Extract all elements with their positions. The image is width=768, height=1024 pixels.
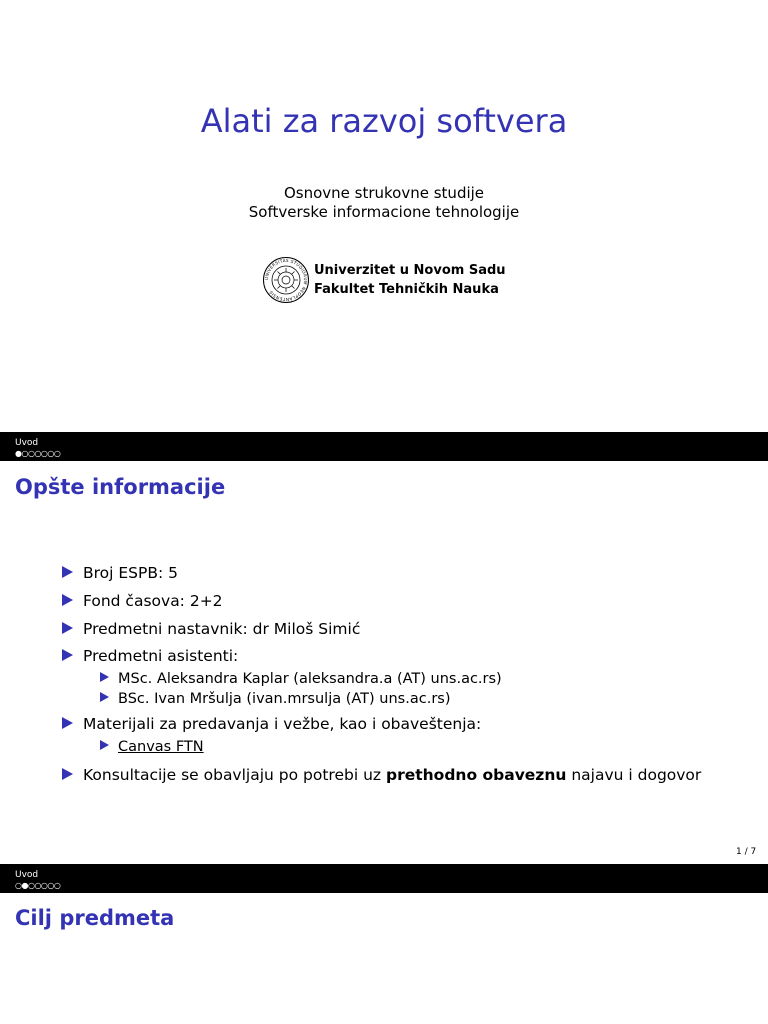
bullet-triangle-icon — [62, 768, 73, 780]
item-text: Broj ESPB: 5 — [83, 564, 179, 582]
svg-text:UNIVERSITAS STUDIORUM NEOPLANT — [264, 258, 308, 302]
list-item — [62, 592, 223, 610]
item-text: MSc. Aleksandra Kaplar (aleksandra.a (AT) uns.ac.rs) — [118, 671, 502, 687]
bullet-triangle-icon — [100, 672, 109, 682]
item-text: Predmetni nastavnik: dr Miloš Simić — [83, 620, 361, 638]
page-number: 1 / 7 — [736, 847, 757, 857]
bullet-triangle-icon — [100, 692, 109, 702]
bullet-triangle-icon — [62, 594, 73, 606]
faculty-name: Fakultet Tehničkih Nauka — [314, 282, 499, 297]
section-name[interactable]: Uvod — [15, 870, 39, 880]
bullet-triangle-icon — [62, 649, 73, 661]
item-text: Materijali za predavanja i vežbe, kao i obaveštenja: — [83, 715, 482, 733]
list-item — [62, 647, 238, 665]
institute-block — [262, 256, 506, 304]
navigation-dots[interactable]: ●○○○○○○ — [15, 449, 61, 458]
item-text: Predmetni asistenti: — [83, 647, 239, 665]
subtitle-line-2: Softverske informacione tehnologije — [248, 203, 520, 221]
navigation-dots[interactable]: ○●○○○○○ — [15, 881, 61, 890]
institute-name — [314, 261, 506, 299]
list-item — [62, 715, 481, 733]
seal-ring-text: UNIVERSITAS STUDIORUM NEOPLANTENSIS — [263, 257, 309, 303]
title-slide — [0, 0, 768, 432]
sub-list-item — [100, 671, 502, 687]
item-text: Konsultacije se obavljaju po potrebi uz — [83, 766, 386, 784]
subtitle — [0, 184, 768, 222]
item-text: najavu i dogovor — [566, 766, 702, 784]
list-item — [62, 620, 360, 638]
item-text: BSc. Ivan Mršulja (ivan.mrsulja (AT) uns.ac.rs) — [118, 691, 451, 707]
bullet-triangle-icon — [62, 717, 73, 729]
canvas-link[interactable]: Canvas FTN — [118, 739, 204, 755]
bullet-triangle-icon — [100, 740, 109, 750]
frame-title: Opšte informacije — [15, 475, 226, 499]
sub-list-item — [100, 739, 204, 755]
bullet-triangle-icon — [62, 622, 73, 634]
list-item — [62, 766, 701, 784]
bullet-triangle-icon — [62, 566, 73, 578]
university-name: Univerzitet u Novom Sadu — [314, 263, 506, 278]
subtitle-line-1: Osnovne strukovne studije — [283, 184, 485, 202]
item-text: Fond časova: 2+2 — [83, 592, 223, 610]
item-text-bold: prethodno obaveznu — [385, 766, 567, 784]
section-name[interactable]: Uvod — [15, 438, 39, 448]
sub-list-item — [100, 691, 451, 707]
presentation-title: Alati za razvoj softvera — [200, 102, 568, 140]
slide2-header-bar — [0, 864, 768, 893]
university-seal-icon — [262, 256, 310, 304]
list-item — [62, 564, 178, 582]
frame-title: Cilj predmeta — [15, 906, 175, 930]
slide1-header-bar — [0, 432, 768, 461]
